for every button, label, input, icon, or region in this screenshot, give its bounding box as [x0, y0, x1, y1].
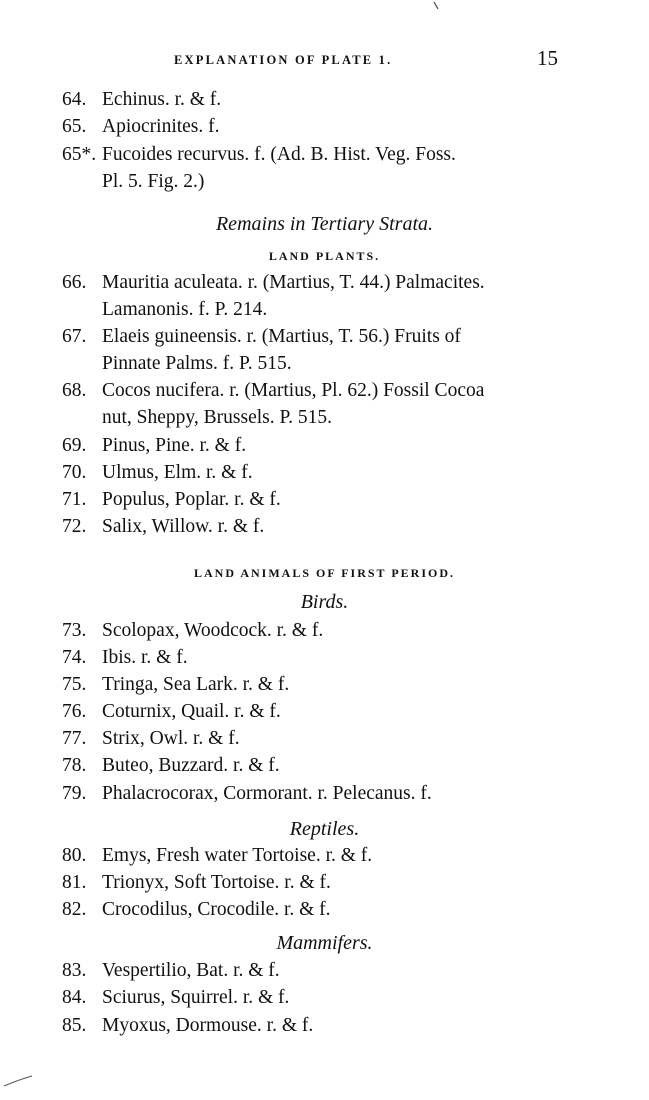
entry-text: Cocos nucifera. r. (Martius, Pl. 62.) Fossil Cocoa — [102, 380, 485, 401]
entry-text: Salix, Willow. r. & f. — [102, 516, 265, 537]
entry-number: 68. — [62, 380, 87, 401]
entry-number: 82. — [62, 899, 87, 920]
entry-number: 65*. — [62, 144, 97, 165]
entry-number: 69. — [62, 435, 87, 456]
entry-continuation: Pl. 5. Fig. 2.) — [102, 171, 205, 192]
section-heading-birds: Birds. — [300, 591, 349, 613]
entry-text: Vespertilio, Bat. r. & f. — [102, 960, 280, 981]
entry-text: Emys, Fresh water Tortoise. r. & f. — [102, 845, 373, 866]
entry-text: Echinus. r. & f. — [102, 89, 222, 110]
entry-text: Myoxus, Dormouse. r. & f. — [102, 1015, 314, 1036]
entry-number: 72. — [62, 516, 87, 537]
entry-number: 73. — [62, 620, 87, 641]
entry-text: Elaeis guineensis. r. (Martius, T. 56.) Fruits of — [102, 326, 461, 347]
page-header — [0, 46, 649, 74]
entry-text: Ulmus, Elm. r. & f. — [102, 462, 253, 483]
entry-text: Trionyx, Soft Tortoise. r. & f. — [102, 872, 331, 893]
running-head: EXPLANATION OF PLATE 1. — [174, 53, 393, 67]
entry-continuation: nut, Sheppy, Brussels. P. 515. — [102, 407, 333, 428]
section-heading-land-plants: LAND PLANTS. — [268, 249, 381, 263]
entry-text: Sciurus, Squirrel. r. & f. — [102, 987, 290, 1008]
entry-number: 75. — [62, 674, 87, 695]
entry-number: 84. — [62, 987, 87, 1008]
page-number: 15 — [537, 46, 558, 70]
entry-text: Mauritia aculeata. r. (Martius, T. 44.) Palmacites. — [102, 272, 485, 293]
section-heading-land-animals: LAND ANIMALS OF FIRST PERIOD. — [193, 566, 456, 580]
entry-number: 65. — [62, 116, 87, 137]
entry-number: 85. — [62, 1015, 87, 1036]
entry-number: 80. — [62, 845, 87, 866]
entry-number: 67. — [62, 326, 87, 347]
entry-text: Tringa, Sea Lark. r. & f. — [102, 674, 290, 695]
entry-text: Strix, Owl. r. & f. — [102, 728, 240, 749]
stray-mark-icon — [0, 1070, 40, 1090]
entry-number: 78. — [62, 755, 87, 776]
entry-text: Ibis. r. & f. — [102, 647, 188, 668]
section-heading-reptiles: Reptiles. — [289, 818, 360, 840]
entry-number: 83. — [62, 960, 87, 981]
entry-number: 76. — [62, 701, 87, 722]
entry-text: Scolopax, Woodcock. r. & f. — [102, 620, 324, 641]
entry-continuation: Pinnate Palms. f. P. 515. — [102, 353, 292, 374]
entry-number: 70. — [62, 462, 87, 483]
entry-number: 79. — [62, 783, 87, 804]
section-heading-mammifers: Mammifers. — [276, 932, 373, 954]
entry-text: Crocodilus, Crocodile. r. & f. — [102, 899, 331, 920]
entry-number: 66. — [62, 272, 87, 293]
entry-number: 74. — [62, 647, 87, 668]
stray-tick-icon — [432, 0, 442, 12]
entry-text: Pinus, Pine. r. & f. — [102, 435, 247, 456]
entry-text: Buteo, Buzzard. r. & f. — [102, 755, 280, 776]
entry-number: 71. — [62, 489, 87, 510]
entry-continuation: Lamanonis. f. P. 214. — [102, 299, 268, 320]
entry-text: Coturnix, Quail. r. & f. — [102, 701, 281, 722]
entry-number: 77. — [62, 728, 87, 749]
entry-text: Phalacrocorax, Cormorant. r. Pelecanus. f. — [102, 783, 432, 804]
entry-text: Fucoides recurvus. f. (Ad. B. Hist. Veg. Foss. — [102, 144, 456, 165]
entry-number: 81. — [62, 872, 87, 893]
entry-text: Populus, Poplar. r. & f. — [102, 489, 281, 510]
entry-number: 64. — [62, 89, 87, 110]
section-heading-tertiary: Remains in Tertiary Strata. — [215, 213, 434, 235]
entry-text: Apiocrinites. f. — [102, 116, 220, 137]
